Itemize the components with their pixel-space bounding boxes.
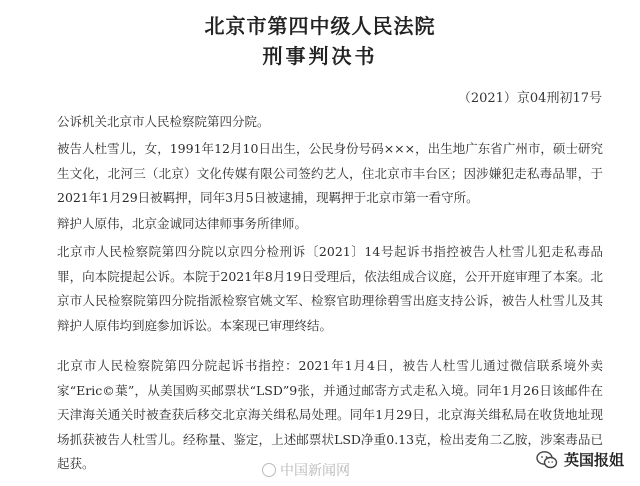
court-name-title: 北京市第四中级人民法院 xyxy=(204,14,436,38)
weibo-logo-icon xyxy=(262,463,276,477)
news-watermark xyxy=(262,460,350,480)
brand-badge-text: 英国报姐 xyxy=(564,451,625,469)
paragraph-prosecutor: 公诉机关北京市人民检察院第四分院。 xyxy=(57,114,270,129)
brand-badge xyxy=(530,447,630,472)
paragraph-indictment: 北京市人民检察院第四分院起诉书指控：2021年1月4日，被告人杜雪儿通过微信联系境外卖家“Eric©葉”，从美国购买邮票状“LSD”9张，并通过邮寄方式走私入境。同年1月26日该邮件在天津海关通关时被查获后移交北京海关缉私局处理。同年1月29日，北京海关缉私局在收货地址现场抓获被告人杜雪儿。经称量、鉴定，上述邮票状LSD净重0.13克，检出麦角二乙胺，涉案毒品已起获。 xyxy=(57,358,603,471)
wechat-logo-icon xyxy=(536,450,558,470)
paragraph-defendant: 被告人杜雪儿，女，1991年12月10日出生，公民身份号码×××，出生地广东省广州市，硕士研究生文化，北河三（北京）文化传媒有限公司签约艺人，住北京市丰台区；因涉嫌犯走私毒品罪，于2021年1月29日被羁押，同年3月5日被逮捕，现羁押于北京市第一看守所。 xyxy=(57,141,603,205)
watermark-text: 中国新闻网 xyxy=(280,463,350,479)
document-type-title: 刑事判决书 xyxy=(262,44,378,68)
paragraph-defense-counsel: 辩护人原伟，北京金诚同达律师事务所律师。 xyxy=(57,216,308,231)
paragraph-proceedings: 北京市人民检察院第四分院以京四分检刑诉〔2021〕14号起诉书指控被告人杜雪儿犯走私毒品罪，向本院提起公诉。本院于2021年8月19日受理后，依法组成合议庭，公开开庭审理了本案。北京市人民检察院第四分院指派检察官姚文军、检察官助理徐碧雪出庭支持公诉，被告人杜雪儿及其辩护人原伟均到庭参加诉讼。本案现已审理终结。 xyxy=(57,244,603,333)
case-number: （2021）京04刑初17号 xyxy=(457,91,602,106)
